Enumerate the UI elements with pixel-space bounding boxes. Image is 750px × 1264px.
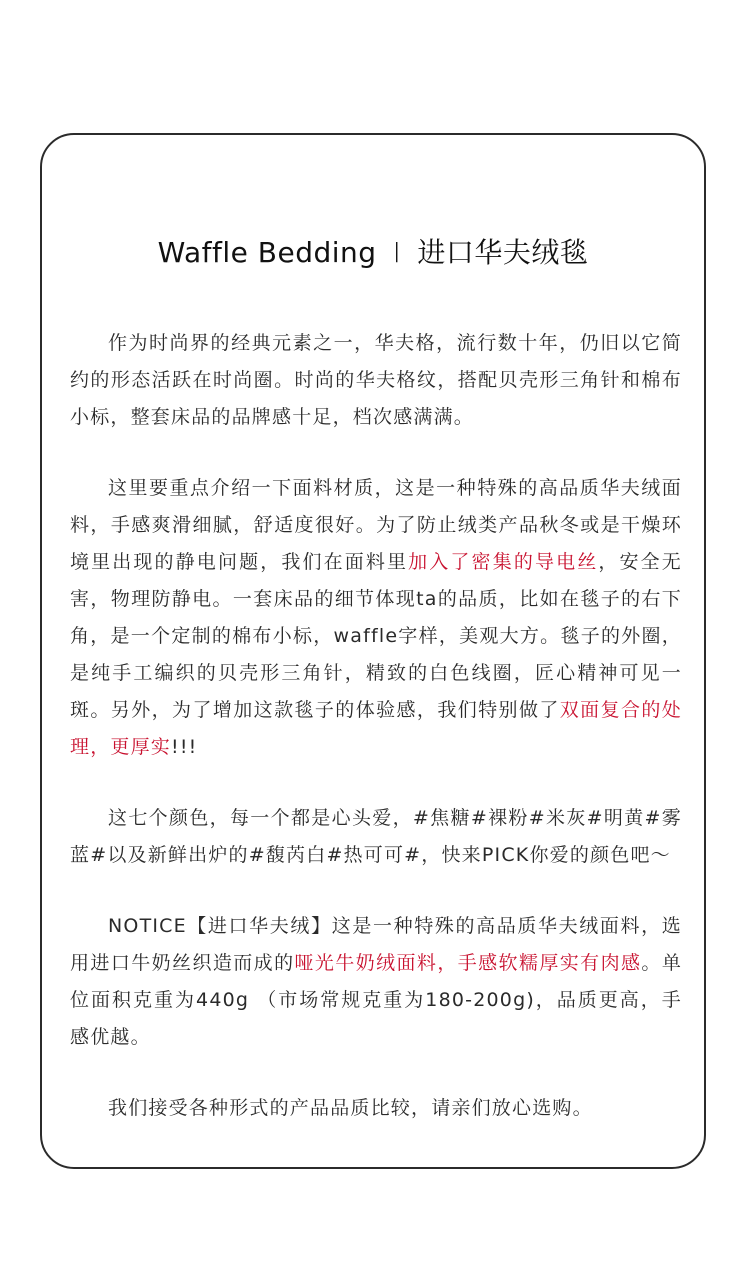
product-description-card: [40, 133, 706, 1169]
notice-text-2: 。单位面积克重为440g （市场常规克重为180-200g)，品质更高，手感优越。: [70, 952, 683, 1048]
material-text-1: 这里要重点介绍一下面料材质，这是一种特殊的高品质华夫绒面料，手感爽滑细腻，舒适度很好。为了防止绒类产品秋冬或是干燥环境里出现的静电问题，我们在面料里: [70, 477, 682, 573]
highlight-double-sided: 双面复合的处理，更厚实: [70, 699, 682, 758]
paragraph-notice: [70, 908, 682, 1056]
paragraph-intro: 作为时尚界的经典元素之一，华夫格，流行数十年，仍旧以它简约的形态活跃在时尚圈。时尚的华夫格纹，搭配贝壳形三角针和棉布小标，整套床品的品牌感十足，档次感满满。: [70, 332, 682, 428]
description-body: [70, 325, 682, 1161]
brand-name: Waffle Bedding: [157, 236, 377, 269]
highlight-milk-velvet: 哑光牛奶绒面料，手感软糯厚实有肉感: [294, 952, 642, 974]
material-text-3: !!!: [171, 736, 198, 758]
paragraph-colors: 这七个颜色，每一个都是心头爱，#焦糖#裸粉#米灰#明黄#雾蓝#以及新鲜出炉的#馥芮白#热可可#，快来PICK你爱的颜色吧～: [70, 807, 682, 866]
title-separator: I: [392, 236, 402, 269]
paragraph-quality-compare: 我们接受各种形式的产品品质比较，请亲们放心选购。: [108, 1097, 593, 1119]
highlight-conductive-wire: 加入了密集的导电丝: [408, 551, 599, 573]
notice-text-1: NOTICE【进口华夫绒】这是一种特殊的高品质华夫绒面料，选用进口牛奶丝织造而成的: [70, 915, 682, 974]
paragraph-material: [70, 470, 682, 766]
product-name: 进口华夫绒毯: [417, 236, 589, 269]
page-title: [42, 235, 704, 271]
material-text-2: ，安全无害，物理防静电。一套床品的细节体现ta的品质，比如在毯子的右下角，是一个定制的棉布小标，waffle字样，美观大方。毯子的外圈，是纯手工编织的贝壳形三角针，精致的白色线圈，匠心精神可见一斑。另外，为了增加这款毯子的体验感，我们特别做了: [70, 551, 682, 721]
